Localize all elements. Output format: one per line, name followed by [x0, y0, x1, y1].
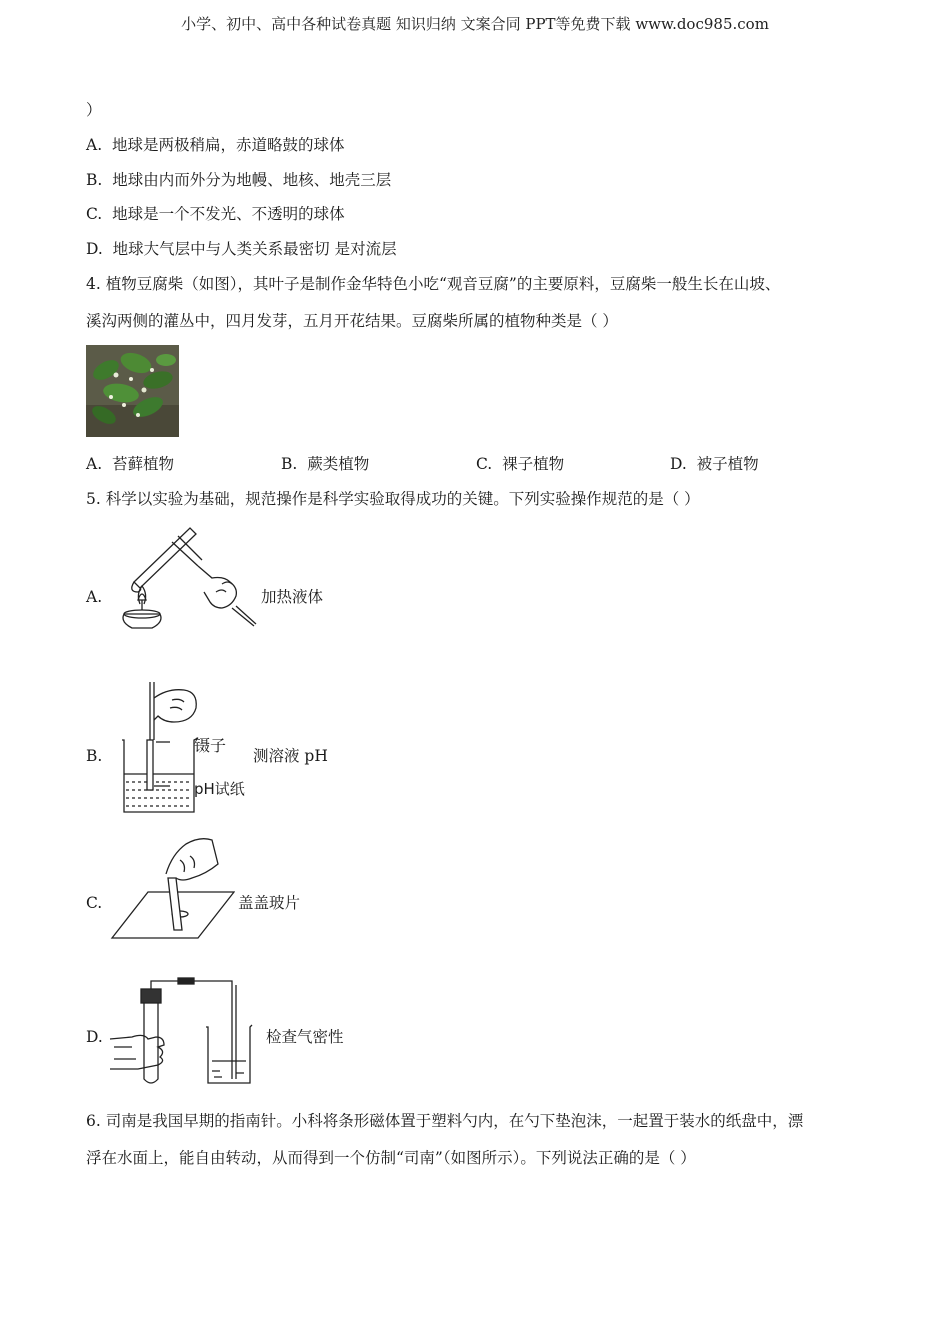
q5-option-c-label: C.: [86, 894, 103, 912]
q3-stem-end: ）: [86, 101, 102, 119]
q5-option-c-text: 盖盖玻片: [238, 894, 301, 912]
q4-stem-line1: 4. 植物豆腐柴（如图），其叶子是制作金华特色小吃“观音豆腐”的主要原料，豆腐柴一般生长在山坡、: [86, 275, 781, 293]
q4-stem-line2: 溪沟两侧的灌丛中，四月发芽，五月开花结果。豆腐柴所属的植物种类是（ ）: [86, 312, 618, 330]
q5-option-d-text: 检查气密性: [266, 1028, 344, 1046]
option-label: B.: [86, 171, 103, 189]
heating-liquid-figure: [112, 522, 262, 632]
page-header: 小学、初中、高中各种试卷真题 知识归纳 文案合同 PPT等免费下载 www.doc985.com: [181, 15, 769, 33]
q4-option-a: [86, 454, 174, 474]
q6-stem-line1: 6. 司南是我国早期的指南针。小科将条形磁体置于塑料勺内，在勺下垫泡沫，一起置于装水的纸盘中，漂: [86, 1112, 804, 1130]
q5-option-b-label: B.: [86, 747, 103, 765]
option-label: D.: [86, 240, 103, 258]
option-text: 地球是两极稍扁，赤道略鼓的球体: [111, 136, 345, 154]
option-text: 地球由内而外分为地幔、地核、地壳三层: [112, 171, 392, 189]
airtightness-figure: [108, 975, 263, 1087]
option-label: A.: [86, 455, 103, 473]
q5-option-a-text: 加热液体: [261, 588, 324, 606]
q5-option-d-label: D.: [86, 1028, 103, 1046]
q3-option-b: [86, 170, 391, 190]
q5-option-b-text: 测溶液 pH: [253, 747, 328, 765]
option-text: 地球大气层中与人类关系最密切 是对流层: [112, 240, 397, 258]
q4-option-c: [476, 454, 564, 474]
q4-option-d: [670, 454, 759, 474]
option-label: A.: [86, 136, 103, 154]
cover-slip-figure: [110, 834, 235, 940]
plant-photo: [86, 345, 179, 437]
q3-option-c: [86, 204, 345, 224]
q3-option-a: [86, 135, 345, 155]
option-text: 苔藓植物: [111, 455, 174, 473]
option-label: D.: [670, 455, 687, 473]
q5-option-a-label: A.: [86, 588, 103, 606]
q6-stem-line2: 浮在水面上，能自由转动，从而得到一个仿制“司南”（如图所示）。下列说法正确的是（ ）: [86, 1149, 696, 1167]
option-text: 地球是一个不发光、不透明的球体: [112, 205, 345, 223]
option-label: C.: [86, 205, 103, 223]
option-text: 被子植物: [696, 455, 759, 473]
q4-option-b: [281, 454, 369, 474]
ph-paper-label: pH试纸: [194, 780, 245, 798]
option-label: C.: [476, 455, 493, 473]
option-text: 裸子植物: [502, 455, 565, 473]
q3-option-d: [86, 239, 397, 259]
option-label: B.: [281, 455, 298, 473]
option-text: 蕨类植物: [307, 455, 370, 473]
tweezers-label: 镊子: [194, 736, 227, 755]
q5-stem: 5. 科学以实验为基础，规范操作是科学实验取得成功的关键。下列实验操作规范的是（ ）: [86, 490, 700, 508]
